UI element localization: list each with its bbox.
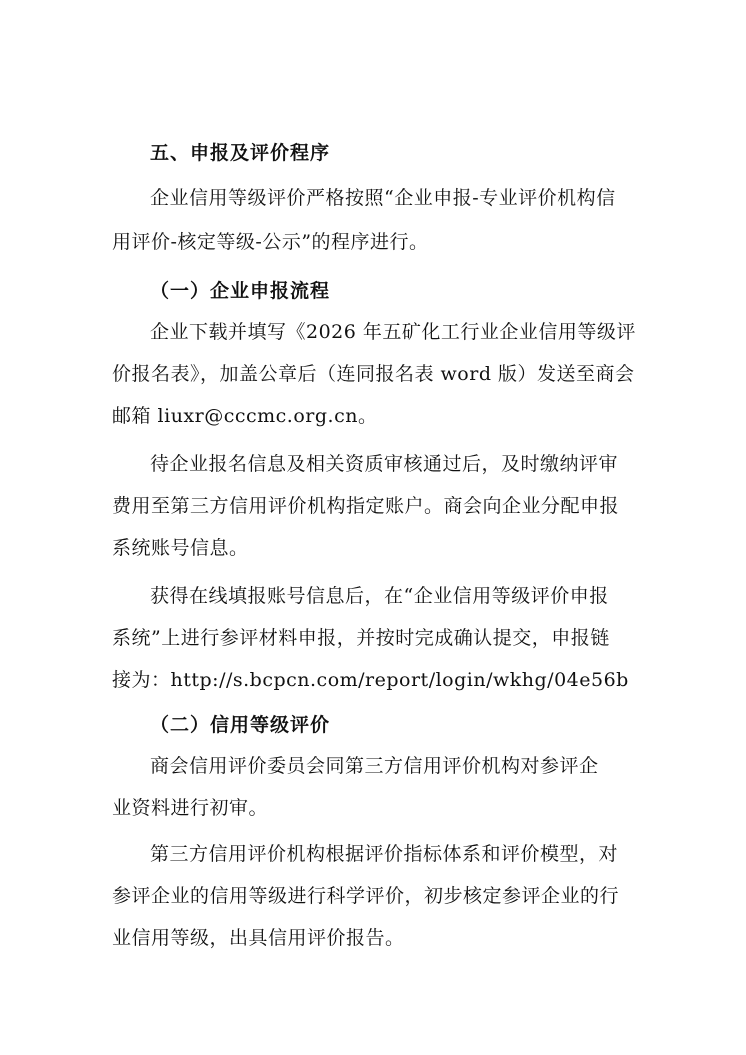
sub1-para3-line-3: 接为：http://s.bcpcn.com/report/login/wkhg/04e56b [112,669,629,691]
sub1-para3-line-1: 获得在线填报账号信息后，在“企业信用等级评价申报 [150,585,609,607]
section-heading: 五、申报及评价程序 [150,142,331,164]
subsection-heading-1: （一）企业申报流程 [150,280,331,302]
sub1-para2-line-2: 费用至第三方信用评价机构指定账户。商会向企业分配申报 [112,495,620,517]
intro-line-2: 用评价-核定等级-公示”的程序进行。 [112,231,429,253]
sub2-para1-line-2: 业资料进行初审。 [112,797,269,819]
sub2-para2-line-1: 第三方信用评价机构根据评价指标体系和评价模型，对 [150,843,619,865]
sub2-para2-line-3: 业信用等级，出具信用评价报告。 [112,927,405,949]
sub2-para2-line-2: 参评企业的信用等级进行科学评价，初步核定参评企业的行 [112,885,620,907]
sub1-para2-line-1: 待企业报名信息及相关资质审核通过后，及时缴纳评审 [150,453,619,475]
intro-line-1: 企业信用等级评价严格按照“企业申报-专业评价机构信 [150,187,616,209]
sub1-para1-line-2: 价报名表》，加盖公章后（连同报名表 word 版）发送至商会 [112,363,635,385]
sub1-para2-line-3: 系统账号信息。 [112,537,249,559]
sub1-para1-line-1: 企业下载并填写《2026 年五矿化工行业企业信用等级评 [150,321,636,343]
sub1-para1-line-3: 邮箱 liuxr@cccmc.org.cn。 [112,405,378,427]
sub2-para1-line-1: 商会信用评价委员会同第三方信用评价机构对参评企 [150,755,599,777]
subsection-heading-2: （二）信用等级评价 [150,714,331,736]
sub1-para3-line-2: 系统”上进行参评材料申报，并按时完成确认提交，申报链 [112,627,610,649]
